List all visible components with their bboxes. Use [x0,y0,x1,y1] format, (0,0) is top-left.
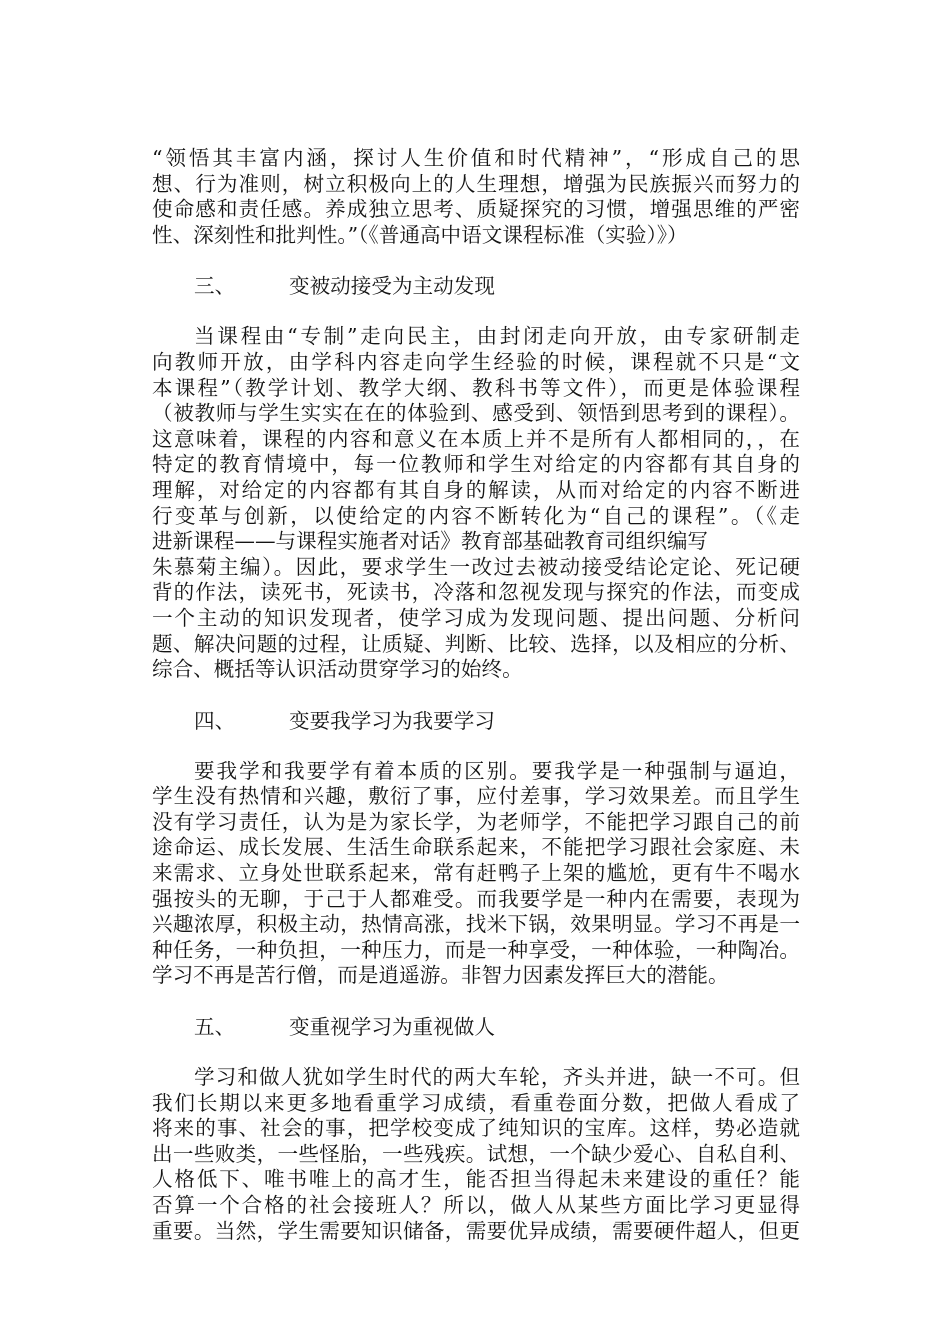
text-line: 一个主动的知识发现者，使学习成为发现问题、提出问题、分析问 [152,605,800,630]
text-line: 题、解决问题的过程，让质疑、判断、比较、选择，以及相应的分析、 [152,631,800,656]
document-page [152,146,800,1244]
text-line: 当课程由“专制”走向民主，由封闭走向开放，由专家研制走 [194,324,800,349]
text-line: 背的作法，读死书，死读书，冷落和忽视发现与探究的作法，而变成 [152,580,800,605]
text-line: 理解，对给定的内容都有其自身的解读，从而对给定的内容不断进 [152,477,800,502]
heading-title: 变要我学习为我要学习 [289,708,495,733]
text-line: 使命感和责任感。养成独立思考、质疑探究的习惯，增强思维的严密 [152,197,800,222]
text-line: 兴趣浓厚，积极主动，热情高涨，找米下锅，效果明显。学习不再是一 [152,912,800,937]
text-line: 本课程”（教学计划、教学大纲、教科书等文件），而更是体验课程 [152,375,800,400]
text-line: 途命运、成长发展、生活生命联系起来，不能把学习跟社会家庭、未 [152,835,800,860]
text-line: 这意味着，课程的内容和意义在本质上并不是所有人都相同的，，在 [152,426,800,451]
text-line: 朱慕菊主编）。因此，要求学生一改过去被动接受结论定论、死记硬 [152,554,800,579]
text-line: 想、行为准则，树立积极向上的人生理想，增强为民族振兴而努力的 [152,171,800,196]
text-line: 学习不再是苦行僧，而是逍遥游。非智力因素发挥巨大的潜能。 [152,963,729,988]
paragraph-want-to-learn [152,759,800,989]
text-line: 否算一个合格的社会接班人？所以，做人从某些方面比学习更显得 [152,1193,800,1217]
heading-number: 三、 [194,274,236,299]
heading-number: 五、 [194,1015,236,1040]
text-line: 人格低下、唯书唯上的高才生，能否担当得起未来建设的重任？能 [152,1167,800,1192]
paragraph-curriculum-standard-quote [152,146,800,248]
text-line: 种任务，一种负担，一种压力，而是一种享受，一种体验，一种陶冶。 [152,937,800,962]
text-line: 行变革与创新，以使给定的内容不断转化为“自己的课程”。（《走 [152,503,800,528]
text-line: 没有学习责任，认为是为家长学，为老师学，不能把学习跟自己的前 [152,809,800,834]
text-line: 性、深刻性和批判性。”（《普通高中语文课程标准（实验）》） [152,222,688,247]
text-line: 重要。当然，学生需要知识储备，需要优异成绩，需要硬件超人，但更 [152,1218,800,1243]
text-line: 来需求、立身处世联系起来，常有赶鸭子上架的尴尬，更有牛不喝水 [152,861,800,886]
text-line: 进新课程——与课程实施者对话》教育部基础教育司组织编写 [152,529,709,554]
heading-number: 四、 [194,708,236,733]
heading-title: 变重视学习为重视做人 [289,1015,495,1040]
paragraph-value-character [152,1065,800,1244]
text-line: 学生没有热情和兴趣，敷衍了事，应付差事，学习效果差。而且学生 [152,784,800,809]
text-line: 向教师开放，由学科内容走向学生经验的时候，课程就不只是“文 [152,349,800,374]
heading-title: 变被动接受为主动发现 [289,274,495,299]
text-line: “领悟其丰富内涵，探讨人生价值和时代精神”，“形成自己的思 [152,146,800,170]
text-line: 出一些败类，一些怪胎，一些残疾。试想，一个缺少爱心、自私自利、 [152,1141,800,1166]
text-line: 强按头的无聊，于己于人都难受。而我要学是一种内在需要，表现为 [152,886,800,911]
section-heading-4 [152,708,800,734]
text-line: （被教师与学生实实在在的体验到、感受到、领悟到思考到的课程）。 [152,401,800,426]
text-line: 将来的事、社会的事，把学校变成了纯知识的宝库。这样，势必造就 [152,1116,800,1141]
text-line: 特定的教育情境中，每一位教师和学生对给定的内容都有其自身的 [152,452,800,477]
text-line: 要我学和我要学有着本质的区别。要我学是一种强制与逼迫， [194,758,800,783]
text-line: 我们长期以来更多地看重学习成绩，看重卷面分数，把做人看成了 [152,1090,800,1115]
text-line: 学习和做人犹如学生时代的两大车轮，齐头并进，缺一不可。但 [194,1065,800,1090]
section-heading-5 [152,1014,800,1040]
paragraph-active-discovery [152,324,800,682]
section-heading-3 [152,273,800,299]
text-line: 综合、概括等认识活动贯穿学习的始终。 [152,657,523,682]
